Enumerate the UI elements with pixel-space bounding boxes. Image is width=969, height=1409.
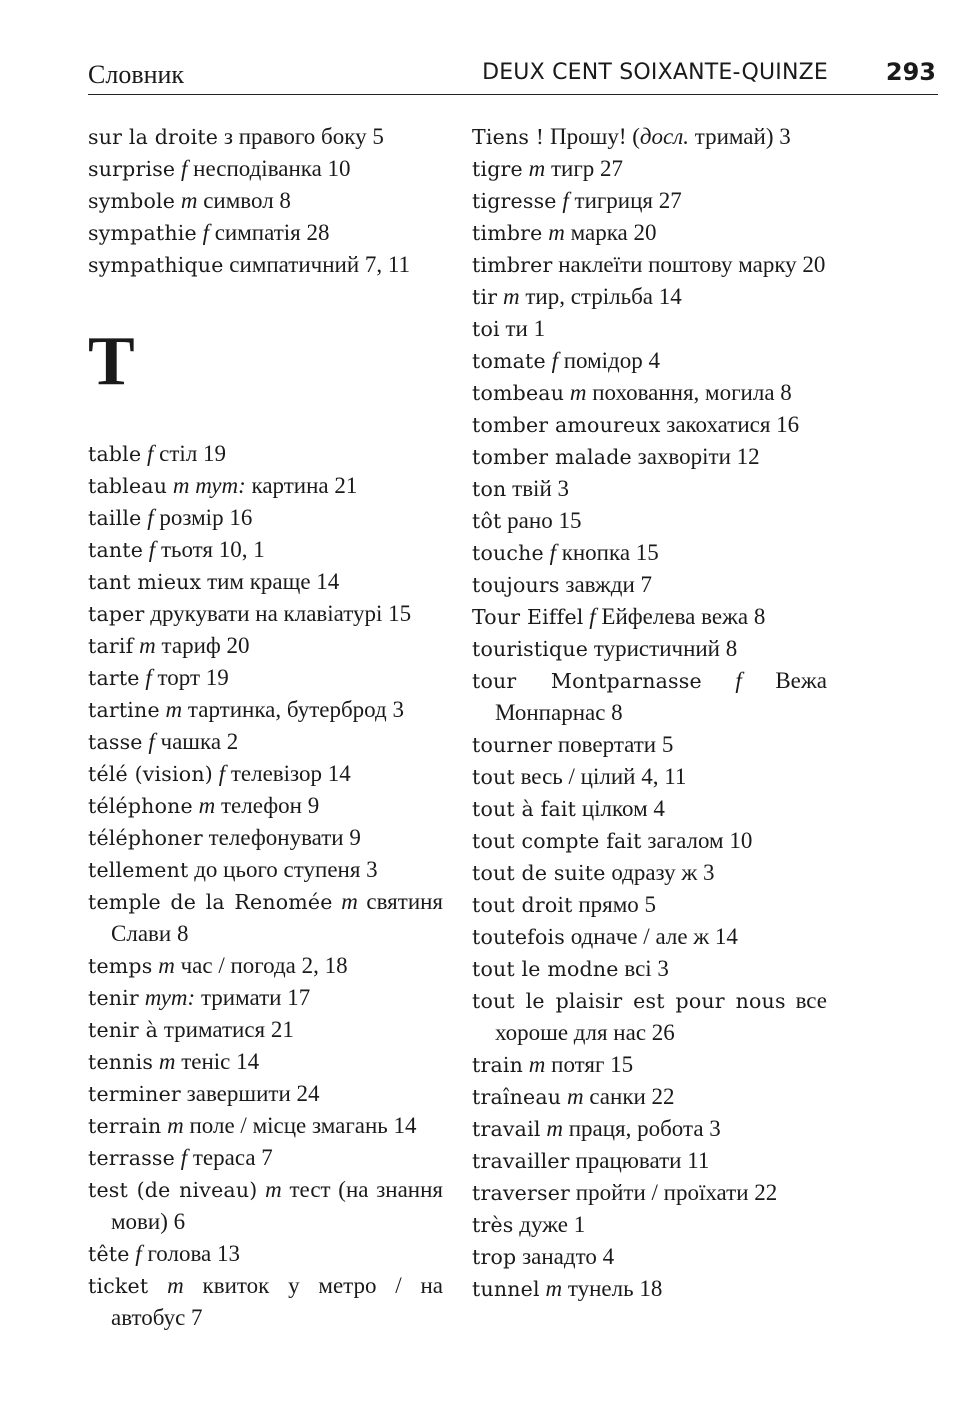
entry-translation: все хороше для нас 26 xyxy=(495,988,827,1045)
entry-translation: всі 3 xyxy=(624,956,669,981)
entry-gender: m xyxy=(545,1276,563,1301)
entry-translation: рано 15 xyxy=(507,508,582,533)
entry-word: trop xyxy=(472,1245,517,1269)
entry-translation: телефон 9 xyxy=(221,793,320,818)
dictionary-entry xyxy=(472,505,827,537)
entry-word: télé (vision) xyxy=(88,762,213,786)
running-title: DEUX CENT SOIXANTE-QUINZE xyxy=(482,60,828,85)
entry-word: tableau xyxy=(88,474,168,498)
entries-t-right xyxy=(472,121,827,1305)
entry-translation: стіл 19 xyxy=(159,441,227,466)
entry-gender: m xyxy=(158,1049,176,1074)
entry-translation: занадто 4 xyxy=(522,1244,615,1269)
dictionary-entry xyxy=(88,982,443,1014)
entry-translation: прямо 5 xyxy=(578,892,657,917)
dictionary-entry xyxy=(472,633,827,665)
entry-note: тут: xyxy=(195,473,246,498)
entry-translation: тим краще 14 xyxy=(207,569,340,594)
entry-translation: тир, стрільба 14 xyxy=(525,284,682,309)
entry-gender: m xyxy=(158,953,175,978)
dictionary-entry xyxy=(88,438,443,470)
entry-translation: Вежа Монпарнас 8 xyxy=(495,668,827,725)
dictionary-entry xyxy=(472,473,827,505)
entry-word: traîneau xyxy=(472,1085,562,1109)
entry-translation: марка 20 xyxy=(570,220,657,245)
dictionary-entry xyxy=(472,601,827,633)
entry-translation: поле / місце змагань 14 xyxy=(189,1113,417,1138)
entry-gender: f xyxy=(218,761,226,786)
entry-translation: час / погода 2, 18 xyxy=(180,953,348,978)
dictionary-entry xyxy=(88,1142,443,1174)
dictionary-entry xyxy=(88,1270,443,1334)
dictionary-entry xyxy=(88,153,443,185)
entry-word: symbole xyxy=(88,189,176,213)
entry-note: досл. xyxy=(639,124,690,149)
entry-word: tigre xyxy=(472,157,523,181)
entry-gender: m xyxy=(548,220,565,245)
entry-word: tennis xyxy=(88,1050,154,1074)
entry-gender: m xyxy=(265,1177,282,1202)
entry-translation: ти 1 xyxy=(505,316,546,341)
entry-translation: чашка 2 xyxy=(160,729,239,754)
entries-t-left xyxy=(88,438,443,1334)
entry-word: tenir xyxy=(88,986,139,1010)
dictionary-entry xyxy=(472,217,827,249)
entry-gender: f xyxy=(562,188,569,213)
entry-translation: завершити 24 xyxy=(186,1081,320,1106)
dictionary-entry xyxy=(88,598,443,630)
dictionary-entry xyxy=(472,889,827,921)
entry-word: tasse xyxy=(88,730,143,754)
dictionary-entry xyxy=(472,825,827,857)
entry-gender: f xyxy=(147,441,154,466)
entry-word: sur la droite xyxy=(88,125,219,149)
dictionary-entry xyxy=(88,662,443,694)
entry-word: terrasse xyxy=(88,1146,175,1170)
entry-word: très xyxy=(472,1213,514,1237)
dictionary-entry xyxy=(88,1238,443,1270)
page-number: 293 xyxy=(885,58,936,86)
dictionary-entry xyxy=(88,1078,443,1110)
entry-translation: квиток у метро / на автобус 7 xyxy=(111,1273,444,1330)
entry-translation: дуже 1 xyxy=(519,1212,586,1237)
entry-word: traverser xyxy=(472,1181,571,1205)
dictionary-entry xyxy=(472,281,827,313)
entry-translation: тримати 17 xyxy=(200,985,311,1010)
entry-translation: торт 19 xyxy=(157,665,229,690)
entry-gender: m xyxy=(165,697,183,722)
entry-word: tenir à xyxy=(88,1018,159,1042)
entry-word: tunnel xyxy=(472,1277,540,1301)
entry-word: ticket xyxy=(88,1274,149,1298)
section-letter: T xyxy=(88,323,135,400)
entry-translation: святиня Слави 8 xyxy=(111,889,444,946)
entry-translation: несподіванка 10 xyxy=(193,156,351,181)
entry-word: test (de niveau) xyxy=(88,1178,258,1202)
dictionary-entry xyxy=(472,921,827,953)
entry-translation: тримай) 3 xyxy=(689,124,791,149)
entry-translation: повертати 5 xyxy=(557,732,674,757)
entry-word: ton xyxy=(472,477,507,501)
entry-translation: пройти / проїхати 22 xyxy=(575,1180,778,1205)
entry-translation: Ейфелева вежа 8 xyxy=(601,604,766,629)
entry-gender: m xyxy=(502,284,520,309)
dictionary-entry xyxy=(88,185,443,217)
entry-translation: кнопка 15 xyxy=(561,540,659,565)
dictionary-entry xyxy=(472,1113,827,1145)
entry-gender: f xyxy=(181,156,188,181)
entry-translation: тигриця 27 xyxy=(574,188,682,213)
dictionary-entry xyxy=(472,185,827,217)
dictionary-entry xyxy=(88,886,443,950)
entry-word: tourner xyxy=(472,733,553,757)
dictionary-entry xyxy=(88,790,443,822)
entry-gender: m xyxy=(546,1116,563,1141)
entry-word: tour Montparnasse xyxy=(472,669,702,693)
dictionary-entry xyxy=(88,121,443,153)
entry-translation: цілком 4 xyxy=(581,796,665,821)
dictionary-entry xyxy=(88,758,443,790)
entry-word: taper xyxy=(88,602,145,626)
entry-word: touristique xyxy=(472,637,589,661)
dictionary-entry xyxy=(88,1046,443,1078)
dictionary-entry xyxy=(472,1081,827,1113)
dictionary-entry xyxy=(472,377,827,409)
entry-word: temple de la Renomée xyxy=(88,890,333,914)
entry-word: surprise xyxy=(88,157,176,181)
entry-translation: тест (на знання мови) 6 xyxy=(111,1177,443,1234)
entry-translation: твій 3 xyxy=(512,476,570,501)
entry-translation: телевізор 14 xyxy=(230,761,351,786)
entry-word: toujours xyxy=(472,573,560,597)
entry-gender: m xyxy=(180,188,198,213)
entry-gender: f xyxy=(148,729,155,754)
entry-note: тут: xyxy=(144,985,196,1010)
dictionary-entry xyxy=(472,441,827,473)
entry-word: tarte xyxy=(88,666,140,690)
entry-gender: f xyxy=(135,1241,142,1266)
dictionary-entry xyxy=(88,950,443,982)
entry-gender: f xyxy=(145,665,152,690)
entry-word: tigresse xyxy=(472,189,557,213)
entry-word: tant mieux xyxy=(88,570,202,594)
entry-gender: f xyxy=(735,668,742,693)
section-title: Словник xyxy=(88,60,185,89)
entry-translation: теніс 14 xyxy=(181,1049,260,1074)
dictionary-entry xyxy=(88,694,443,726)
entry-translation: потяг 15 xyxy=(551,1052,634,1077)
entry-word: tarif xyxy=(88,634,134,658)
dictionary-entry xyxy=(88,1014,443,1046)
entry-word: timbrer xyxy=(472,253,553,277)
entry-gender: m xyxy=(172,473,190,498)
entry-word: travail xyxy=(472,1117,541,1141)
dictionary-entry xyxy=(472,953,827,985)
entry-translation: санки 22 xyxy=(589,1084,675,1109)
dictionary-entry xyxy=(472,857,827,889)
entry-word: téléphone xyxy=(88,794,193,818)
entry-word: touche xyxy=(472,541,544,565)
dictionary-entry xyxy=(472,345,827,377)
entry-word: Tour Eiffel xyxy=(472,605,584,629)
entry-word: tout droit xyxy=(472,893,573,917)
entry-translation: тартинка, бутерброд 3 xyxy=(187,697,404,722)
entry-translation: загалом 10 xyxy=(647,828,753,853)
entry-gender: m xyxy=(528,156,546,181)
entry-translation: наклеїти поштову марку 20 xyxy=(558,252,826,277)
entry-gender: f xyxy=(147,505,154,530)
right-column xyxy=(472,121,827,1305)
entry-word: tout le plaisir est pour nous xyxy=(472,989,786,1013)
entry-word: travailler xyxy=(472,1149,570,1173)
entry-gender: m xyxy=(569,380,587,405)
entry-gender: f xyxy=(180,1145,188,1170)
entry-word: tomate xyxy=(472,349,546,373)
entry-word: tartine xyxy=(88,698,160,722)
entry-word: tout de suite xyxy=(472,861,606,885)
entry-gender: m xyxy=(341,889,358,914)
dictionary-entry xyxy=(88,822,443,854)
entry-translation: праця, робота 3 xyxy=(568,1116,721,1141)
dictionary-entry xyxy=(472,121,827,153)
dictionary-entry xyxy=(88,502,443,534)
dictionary-entry xyxy=(88,630,443,662)
entry-translation: завжди 7 xyxy=(565,572,653,597)
entry-translation: триматися 21 xyxy=(163,1017,294,1042)
entry-translation: симпатичний 7, 11 xyxy=(229,252,411,277)
entry-translation: закохатися 16 xyxy=(666,412,800,437)
entry-word: téléphoner xyxy=(88,826,203,850)
dictionary-entry xyxy=(472,1177,827,1209)
entry-word: tout xyxy=(472,765,515,789)
entry-word: temps xyxy=(88,954,153,978)
dictionary-entry xyxy=(88,1174,443,1238)
entry-translation: друкувати на клавіатурі 15 xyxy=(150,601,412,626)
entry-gender: f xyxy=(148,537,156,562)
dictionary-entry xyxy=(472,1049,827,1081)
entry-word: sympathie xyxy=(88,221,197,245)
dictionary-entry xyxy=(88,854,443,886)
dictionary-entry xyxy=(472,729,827,761)
entry-translation: поховання, могила 8 xyxy=(592,380,792,405)
entry-word: toutefois xyxy=(472,925,565,949)
dictionary-entry xyxy=(472,1209,827,1241)
entry-word: tout à fait xyxy=(472,797,577,821)
entry-word: taille xyxy=(88,506,142,530)
dictionary-entry xyxy=(88,217,443,249)
entry-word: Tiens ! xyxy=(472,125,545,149)
entry-word: terrain xyxy=(88,1114,162,1138)
entry-translation: весь / цілий 4, 11 xyxy=(520,764,687,789)
dictionary-entry xyxy=(472,409,827,441)
dictionary-entry xyxy=(472,793,827,825)
entry-translation: однaче / але ж 14 xyxy=(570,924,738,949)
dictionary-entry xyxy=(472,1273,827,1305)
entry-word: tôt xyxy=(472,509,502,533)
entry-word: toi xyxy=(472,317,500,341)
dictionary-entry xyxy=(88,566,443,598)
page-header xyxy=(88,56,938,95)
entry-word: tante xyxy=(88,538,144,562)
dictionary-entry xyxy=(472,1241,827,1273)
entry-translation: розмір 16 xyxy=(159,505,253,530)
dictionary-entry xyxy=(472,1145,827,1177)
dictionary-entry xyxy=(88,726,443,758)
entry-translation: одразу ж 3 xyxy=(611,860,715,885)
dictionary-entry xyxy=(472,761,827,793)
entry-gender: f xyxy=(551,348,558,373)
entry-word: tout le modne xyxy=(472,957,619,981)
entry-word: table xyxy=(88,442,142,466)
entry-translation: працювати 11 xyxy=(575,1148,710,1173)
entry-translation: тьотя 10, 1 xyxy=(160,537,265,562)
entry-word: tir xyxy=(472,285,498,309)
entry-word: tomber amoureux xyxy=(472,413,661,437)
entry-translation: картина 21 xyxy=(251,473,358,498)
entry-translation: до цього ступеня 3 xyxy=(194,857,378,882)
left-column xyxy=(88,121,443,1334)
entry-translation: тунель 18 xyxy=(567,1276,663,1301)
entry-translation: тигр 27 xyxy=(550,156,624,181)
dictionary-entry xyxy=(88,249,443,281)
dictionary-entry xyxy=(472,313,827,345)
dictionary-entry xyxy=(472,249,827,281)
entry-gender: f xyxy=(549,540,556,565)
entry-word: tellement xyxy=(88,858,189,882)
entry-word: tout compte fait xyxy=(472,829,642,853)
entry-translation: тариф 20 xyxy=(161,633,250,658)
entry-gender: m xyxy=(167,1113,184,1138)
entry-translation: туристичний 8 xyxy=(593,636,738,661)
dictionary-entry xyxy=(88,470,443,502)
entry-word: train xyxy=(472,1053,524,1077)
entry-translation: голова 13 xyxy=(147,1241,240,1266)
entry-translation: симпатія 28 xyxy=(214,220,330,245)
dictionary-entry xyxy=(472,985,827,1049)
entries-s xyxy=(88,121,443,281)
entry-word: tête xyxy=(88,1242,130,1266)
entry-word: terminer xyxy=(88,1082,181,1106)
entry-word: sympathique xyxy=(88,253,224,277)
entry-gender: m xyxy=(139,633,156,658)
entry-translation: тераса 7 xyxy=(192,1145,273,1170)
entry-gender: m xyxy=(566,1084,584,1109)
dictionary-entry xyxy=(88,534,443,566)
entry-word: timbre xyxy=(472,221,543,245)
entry-translation: телефонувати 9 xyxy=(208,825,361,850)
dictionary-entry xyxy=(472,665,827,729)
entry-translation: Прошу! ( xyxy=(550,124,640,149)
dictionary-entry xyxy=(472,153,827,185)
entry-translation: помідор 4 xyxy=(563,348,660,373)
entry-word: tombeau xyxy=(472,381,565,405)
entry-gender: m xyxy=(167,1273,184,1298)
dictionary-entry xyxy=(472,569,827,601)
entry-word: tomber malade xyxy=(472,445,632,469)
entry-gender: m xyxy=(198,793,216,818)
dictionary-entry xyxy=(88,1110,443,1142)
entry-gender: m xyxy=(528,1052,546,1077)
dictionary-entry xyxy=(472,537,827,569)
entry-gender: f xyxy=(589,604,596,629)
entry-translation: з правого боку 5 xyxy=(223,124,384,149)
entry-translation: символ 8 xyxy=(203,188,291,213)
entry-gender: f xyxy=(202,220,209,245)
entry-translation: захворіти 12 xyxy=(637,444,760,469)
